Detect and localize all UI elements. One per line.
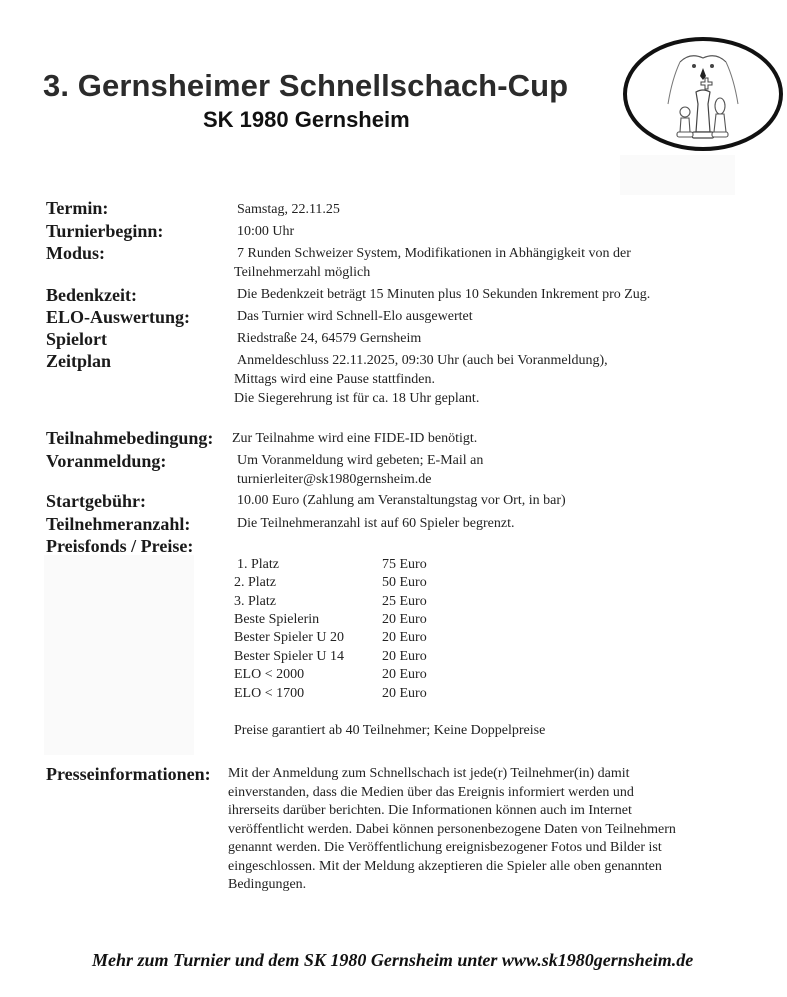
value-modus-line-1: 7 Runden Schweizer System, Modifikationen in Abhängigkeit von der [237, 246, 631, 261]
press-line: veröffentlicht werden. Dabei können personenbezogene Daten von Teilnehmern [228, 821, 676, 837]
prize-amount: 25 Euro [382, 594, 427, 609]
label-modus: Modus: [46, 243, 106, 263]
value-spielort: Riedstraße 24, 64579 Gernsheim [237, 331, 422, 346]
value-zeitplan-line-3: Die Siegerehrung ist für ca. 18 Uhr geplant. [234, 391, 480, 406]
value-teilnahmebedingung: Zur Teilnahme wird eine FIDE-ID benötigt. [232, 431, 478, 446]
label-spielort: Spielort [46, 329, 107, 349]
label-teilnahmebedingung: Teilnahmebedingung: [46, 428, 214, 448]
value-turnierbeginn: 10:00 Uhr [237, 224, 295, 239]
prize-name: 2. Platz [234, 575, 276, 590]
prize-amount: 20 Euro [382, 667, 427, 682]
prize-amount: 20 Euro [382, 630, 427, 645]
prize-amount: 75 Euro [382, 557, 427, 572]
press-line: Mit der Anmeldung zum Schnellschach ist jede(r) Teilnehmer(in) damit [228, 766, 630, 781]
value-termin: Samstag, 22.11.25 [237, 202, 340, 217]
value-voranmeldung-line-1: Um Voranmeldung wird gebeten; E-Mail an [237, 453, 484, 468]
page-title: 3. Gernsheimer Schnellschach-Cup [43, 68, 569, 103]
value-startgebuehr: 10.00 Euro (Zahlung am Veranstaltungstag vor Ort, in bar) [237, 493, 566, 508]
footer-website-note: Mehr zum Turnier und dem SK 1980 Gernsheim unter www.sk1980gernsheim.de [92, 950, 694, 970]
prize-note: Preise garantiert ab 40 Teilnehmer; Keine Doppelpreise [234, 723, 546, 738]
prize-amount: 50 Euro [382, 575, 427, 590]
press-line: Bedingungen. [228, 877, 307, 892]
value-bedenkzeit: Die Bedenkzeit beträgt 15 Minuten plus 10 Sekunden Inkrement pro Zug. [237, 287, 651, 302]
background-shade [44, 555, 194, 755]
label-termin: Termin: [46, 198, 109, 218]
label-elo-auswertung: ELO-Auswertung: [46, 307, 191, 327]
label-presseinformationen: Presseinformationen: [46, 764, 211, 784]
prize-name: Bester Spieler U 14 [234, 649, 345, 664]
prize-name: ELO < 2000 [234, 667, 305, 682]
prize-name: ELO < 1700 [234, 686, 305, 701]
press-line: einverstanden, dass die Medien über das Ereignis informiert werden und [228, 784, 634, 800]
value-teilnehmeranzahl: Die Teilnehmeranzahl ist auf 60 Spieler begrenzt. [237, 516, 515, 531]
prize-name: Bester Spieler U 20 [234, 630, 345, 645]
email-link[interactable]: turnierleiter@sk1980gernsheim.de [237, 472, 432, 487]
value-zeitplan-line-1: Anmeldeschluss 22.11.2025, 09:30 Uhr (auch bei Voranmeldung), [237, 353, 608, 368]
label-turnierbeginn: Turnierbeginn: [46, 221, 164, 241]
press-info-text [228, 765, 758, 895]
page-subtitle: SK 1980 Gernsheim [203, 107, 410, 132]
prize-amount: 20 Euro [382, 612, 427, 627]
prize-name: 1. Platz [237, 557, 279, 572]
value-elo-auswertung: Das Turnier wird Schnell-Elo ausgewertet [237, 309, 473, 324]
label-preisfonds: Preisfonds / Preise: [46, 536, 194, 556]
label-teilnehmeranzahl: Teilnehmeranzahl: [46, 514, 191, 534]
prize-name: Beste Spielerin [234, 612, 320, 627]
prize-name: 3. Platz [234, 594, 276, 609]
value-zeitplan-line-2: Mittags wird eine Pause stattfinden. [234, 372, 436, 387]
owl-chess-pieces-logo-icon [620, 34, 786, 158]
label-voranmeldung: Voranmeldung: [46, 451, 167, 471]
background-shade [620, 155, 735, 195]
label-startgebuehr: Startgebühr: [46, 491, 146, 511]
value-modus-line-2: Teilnehmerzahl möglich [234, 265, 371, 280]
prize-amount: 20 Euro [382, 649, 427, 664]
label-bedenkzeit: Bedenkzeit: [46, 285, 137, 305]
label-zeitplan: Zeitplan [46, 351, 112, 371]
press-line: ihrerseits darüber berichten. Die Informationen können auch im Internet [228, 803, 632, 818]
press-line: genannt werden. Die Veröffentlichung ereignisbezogener Fotos und Bilder ist [228, 840, 662, 855]
prize-amount: 20 Euro [382, 686, 427, 701]
press-line: eingeschlossen. Mit der Meldung akzeptieren die Spieler alle oben genannten [228, 858, 662, 874]
